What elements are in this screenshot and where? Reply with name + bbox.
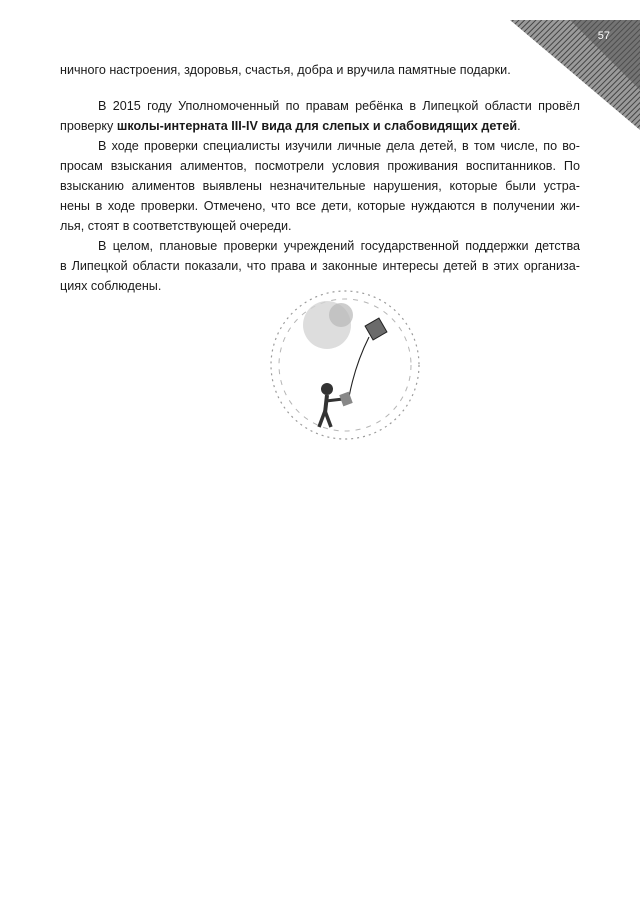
text-line: В ходе проверки специалисты изучили личные дела детей, в том числе, по во- (98, 139, 580, 153)
text-line: циях соблюдены. (60, 279, 162, 293)
text-line: нены в ходе проверки. Отмечено, что все дети, которые нуждаются в получении жи- (60, 199, 580, 213)
text-line: взысканию алиментов выявлены незначительные нарушения, которые были устра- (60, 179, 580, 193)
text-line: просам взыскания алиментов, посмотрели условия проживания воспитанников. По (60, 159, 580, 173)
text-line: ничного настроения, здоровья, счастья, добра и вручила памятные подарки. (60, 63, 511, 77)
bold-school-name: школы-интерната III-IV вида для слепых и слабовидящих детей (116, 119, 518, 133)
text-line: в Липецкой области показали, что права и законные интересы детей в этих организа- (60, 259, 580, 273)
body-text (60, 60, 580, 296)
text-line: В 2015 году Уполномоченный по правам ребёнка в Липецкой области провёл (98, 99, 580, 113)
child-with-kite-illustration (265, 285, 425, 445)
page-number: 57 (597, 30, 610, 42)
text-line: лья, стоят в соответствующей очереди. (60, 219, 292, 233)
text-line: В целом, плановые проверки учреждений государственной поддержки детства (98, 239, 580, 253)
text-span: проверку (60, 119, 117, 133)
text-line (60, 116, 580, 136)
text-span: . (517, 119, 521, 133)
